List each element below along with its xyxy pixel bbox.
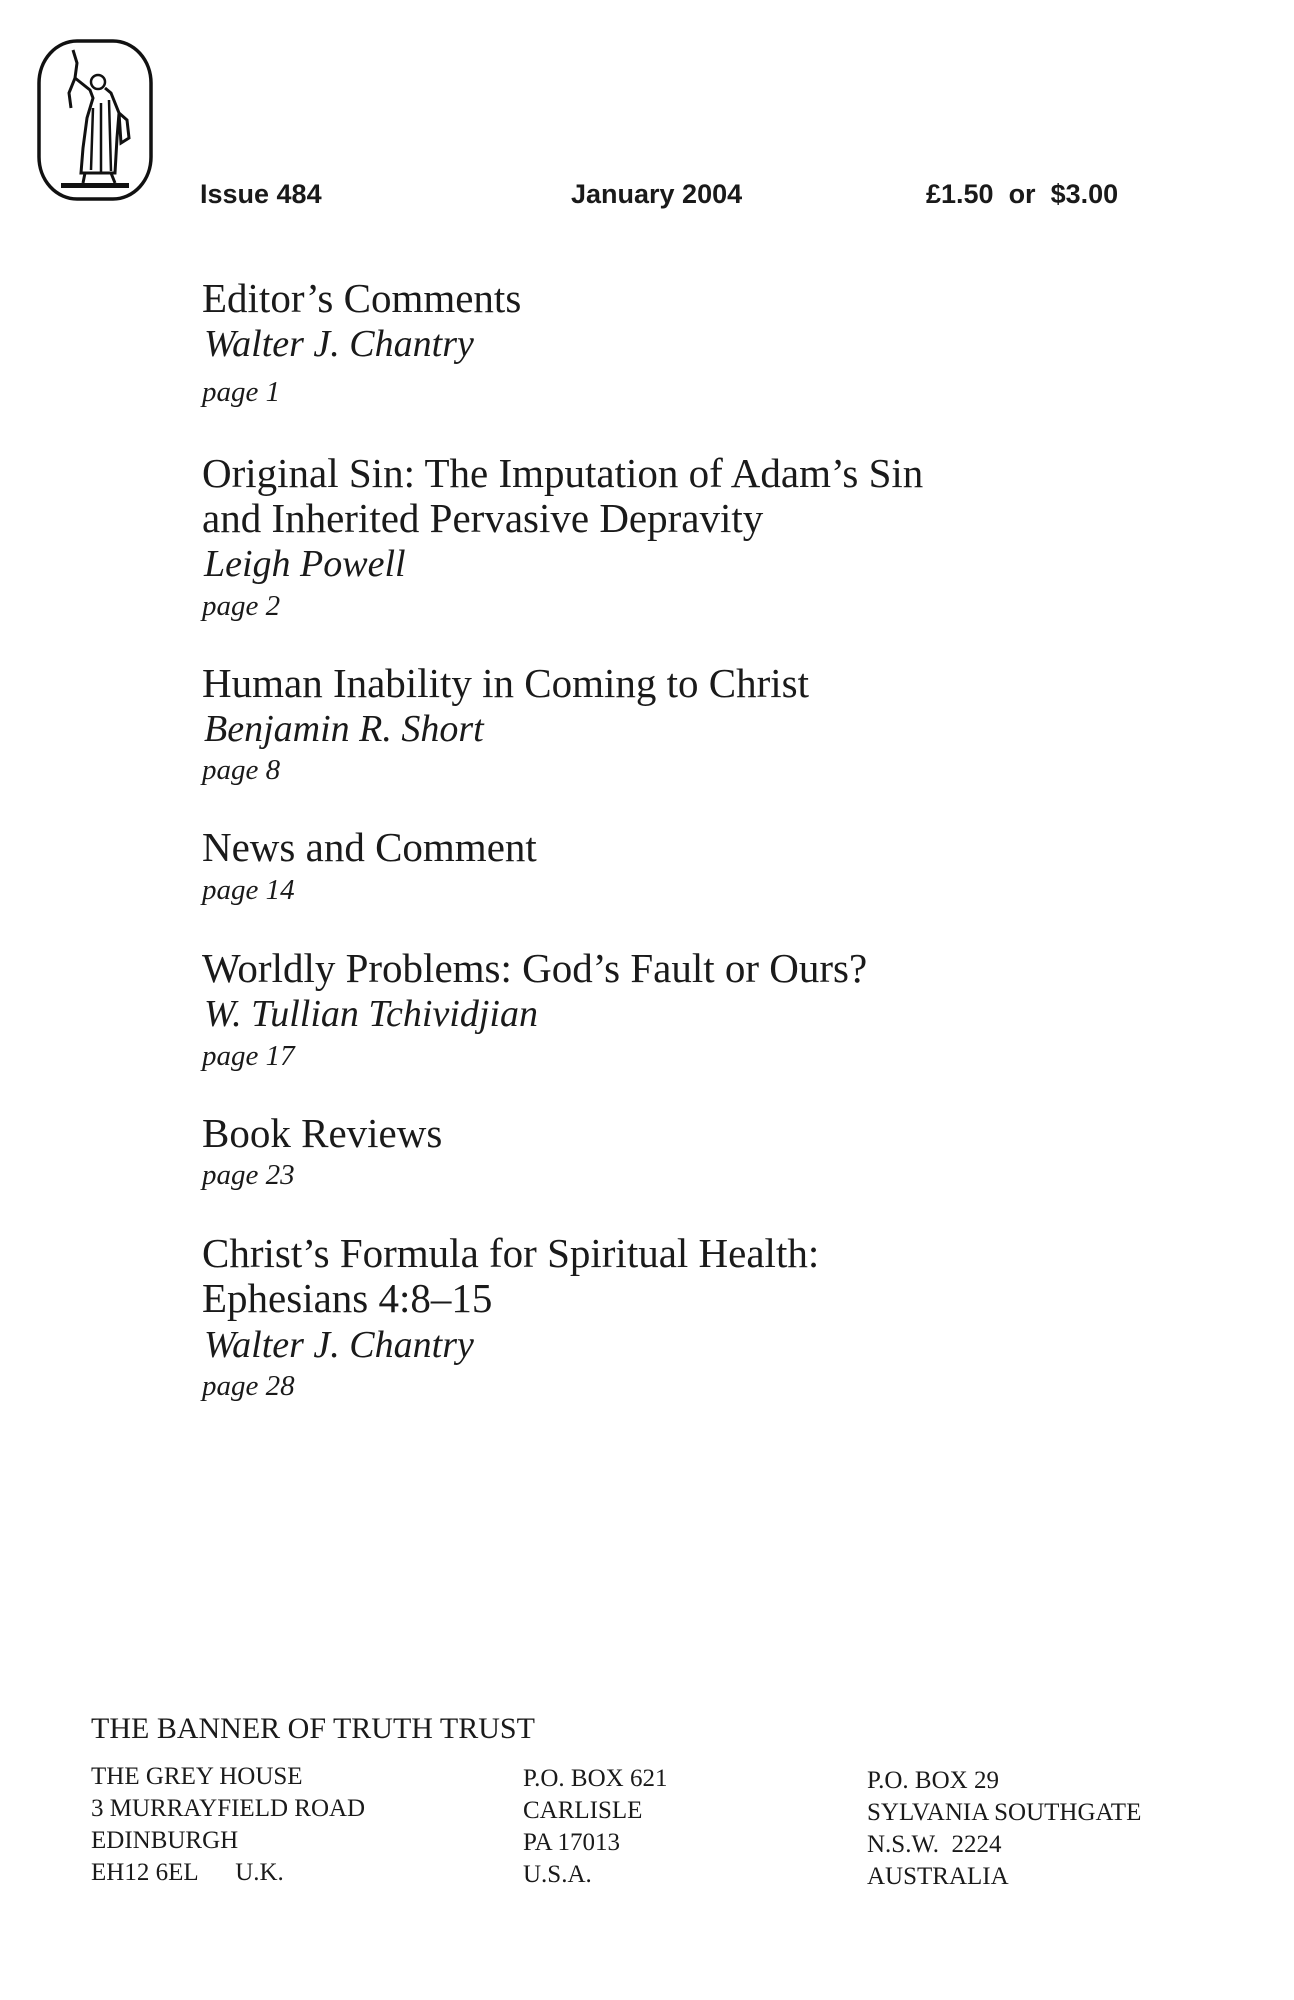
address-line: SYLVANIA SOUTHGATE (867, 1799, 1142, 1826)
article-title: Human Inability in Coming to Christ (202, 660, 810, 706)
logo (35, 38, 155, 203)
address-line: AUSTRALIA (867, 1863, 1009, 1890)
article-title: Editor’s Comments (202, 275, 522, 321)
price: £1.50 or $3.00 (926, 179, 1119, 209)
article-author: Walter J. Chantry (204, 323, 474, 365)
address-line: EDINBURGH (91, 1827, 239, 1854)
article-title: Ephesians 4:8–15 (202, 1275, 493, 1321)
article-page: page 17 (202, 1040, 295, 1072)
article-author: Walter J. Chantry (204, 1324, 474, 1366)
address-line: EH12 6EL U.K. (91, 1859, 284, 1886)
address-line: P.O. BOX 29 (867, 1767, 999, 1794)
article-page: page 2 (202, 590, 281, 622)
article-page: page 23 (202, 1159, 295, 1191)
address-line: 3 MURRAYFIELD ROAD (91, 1795, 366, 1822)
article-title: Original Sin: The Imputation of Adam’s Sin (202, 450, 924, 496)
address-line: CARLISLE (523, 1797, 643, 1824)
article-title: and Inherited Pervasive Depravity (202, 495, 764, 541)
issue-number: Issue 484 (200, 179, 322, 209)
address-line: N.S.W. 2224 (867, 1831, 1002, 1858)
address-line: PA 17013 (523, 1829, 621, 1856)
article-title: Christ’s Formula for Spiritual Health: (202, 1230, 820, 1276)
article-page: page 8 (202, 754, 281, 786)
article-page: page 1 (202, 376, 281, 408)
article-title: Worldly Problems: God’s Fault or Ours? (202, 945, 868, 991)
article-author: Leigh Powell (204, 543, 406, 585)
address-line: P.O. BOX 621 (523, 1765, 668, 1792)
article-page: page 28 (202, 1370, 295, 1402)
article-title: News and Comment (202, 824, 537, 870)
standard-bearer-figure-icon (35, 38, 155, 203)
address-line: U.S.A. (523, 1861, 592, 1888)
article-page: page 14 (202, 874, 295, 906)
issue-date: January 2004 (571, 179, 743, 209)
article-author: W. Tullian Tchividjian (204, 993, 538, 1035)
publisher-name: THE BANNER OF TRUTH TRUST (91, 1712, 535, 1745)
article-title: Book Reviews (202, 1110, 443, 1156)
article-author: Benjamin R. Short (204, 708, 484, 750)
address-line: THE GREY HOUSE (91, 1763, 303, 1790)
